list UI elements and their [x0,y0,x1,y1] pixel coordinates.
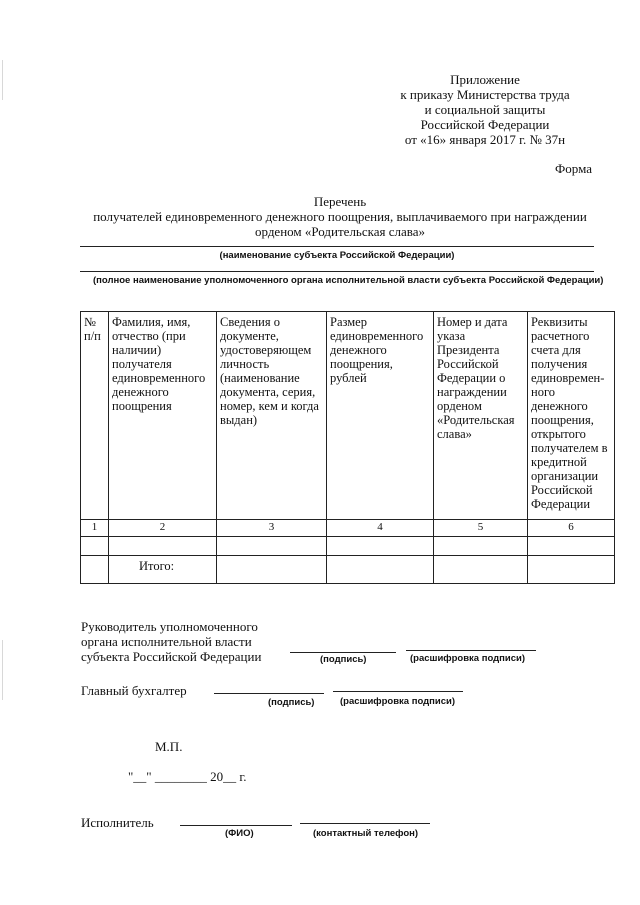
title-line-3: орденом «Родительская слава» [254,224,426,239]
table-cell[interactable] [217,556,327,584]
header-cell-account: Реквизиты расчетного счета для получения единовремен-ного денежного поощрения, открытого получателем в кредитной организации Российской Федерации [528,312,615,520]
table-cell[interactable] [327,556,434,584]
total-label: Итого: [109,556,217,584]
header-line-4: Российской Федерации [420,117,550,132]
table-cell[interactable] [528,556,615,584]
fio-caption: (ФИО) [225,828,254,839]
header-cell-decree: Номер и дата указа Президента Российской Федерации о награждении орденом «Родительская слава» [434,312,528,520]
head-decode-caption: (расшифровка подписи) [410,653,526,664]
executor-fio-line[interactable] [180,825,292,826]
phone-caption: (контактный телефон) [313,828,419,839]
header-line-5: от «16» января 2017 г. № 37н [404,132,566,147]
head-decode-line[interactable] [406,650,536,651]
total-row [81,556,615,584]
column-number: 1 [81,520,109,537]
title-line-2: получателей единовременного денежного поощрения, выплачиваемого при награждении [93,209,587,224]
executor-label: Исполнитель [81,815,154,830]
accountant-signature-line[interactable] [214,693,324,694]
column-number-row [81,520,615,537]
header-cell-amount: Размер единовременного денежного поощрения, рублей [327,312,434,520]
column-number: 4 [327,520,434,537]
table-cell [81,556,109,584]
organ-fill-line [80,271,594,272]
table-cell[interactable] [109,537,217,556]
subject-caption: (наименование субъекта Российской Федерации) [219,250,455,261]
scan-edge [2,60,3,100]
head-signature-caption: (подпись) [320,654,367,665]
header-cell-name: Фамилия, имя, отчество (при наличии) получателя единовременного денежного поощрения [109,312,217,520]
document-title [60,194,620,239]
table-row [81,537,615,556]
accountant-label: Главный бухгалтер [81,683,187,698]
head-line-2: органа исполнительной власти [81,634,252,649]
header-line-1: Приложение [450,72,520,87]
head-line-1: Руководитель уполномоченного [81,619,258,634]
accountant-decode-caption: (расшифровка подписи) [340,696,456,707]
table-cell[interactable] [81,537,109,556]
header-cell-document: Сведения о документе, удостоверяющем личность (наименование документа, серия, номер, кем и когда выдан) [217,312,327,520]
head-signature-label [81,619,261,664]
title-line-1: Перечень [313,194,367,209]
accountant-decode-line[interactable] [333,691,463,692]
date-line: "__" ________ 20__ г. [128,769,247,784]
appendix-header [380,72,590,147]
column-number: 6 [528,520,615,537]
column-number: 5 [434,520,528,537]
table-header-row [81,312,615,520]
organ-caption: (полное наименование уполномоченного органа исполнительной власти субъекта Российской Федерации) [93,275,604,286]
head-signature-line[interactable] [290,652,396,653]
column-number: 2 [109,520,217,537]
executor-phone-line[interactable] [300,823,430,824]
scan-edge [2,640,3,700]
header-cell-number: № п/п [81,312,109,520]
subject-fill-line [80,246,594,247]
header-line-2: к приказу Министерства труда [400,87,570,102]
head-line-3: субъекта Российской Федерации [81,649,262,664]
table-cell[interactable] [327,537,434,556]
accountant-signature-caption: (подпись) [268,697,315,708]
table-cell[interactable] [217,537,327,556]
column-number: 3 [217,520,327,537]
recipients-table [80,311,615,584]
stamp-label: М.П. [155,739,183,754]
form-label: Форма [555,161,592,176]
table-cell[interactable] [434,556,528,584]
table-cell[interactable] [528,537,615,556]
header-line-3: и социальной защиты [424,102,546,117]
table-cell[interactable] [434,537,528,556]
